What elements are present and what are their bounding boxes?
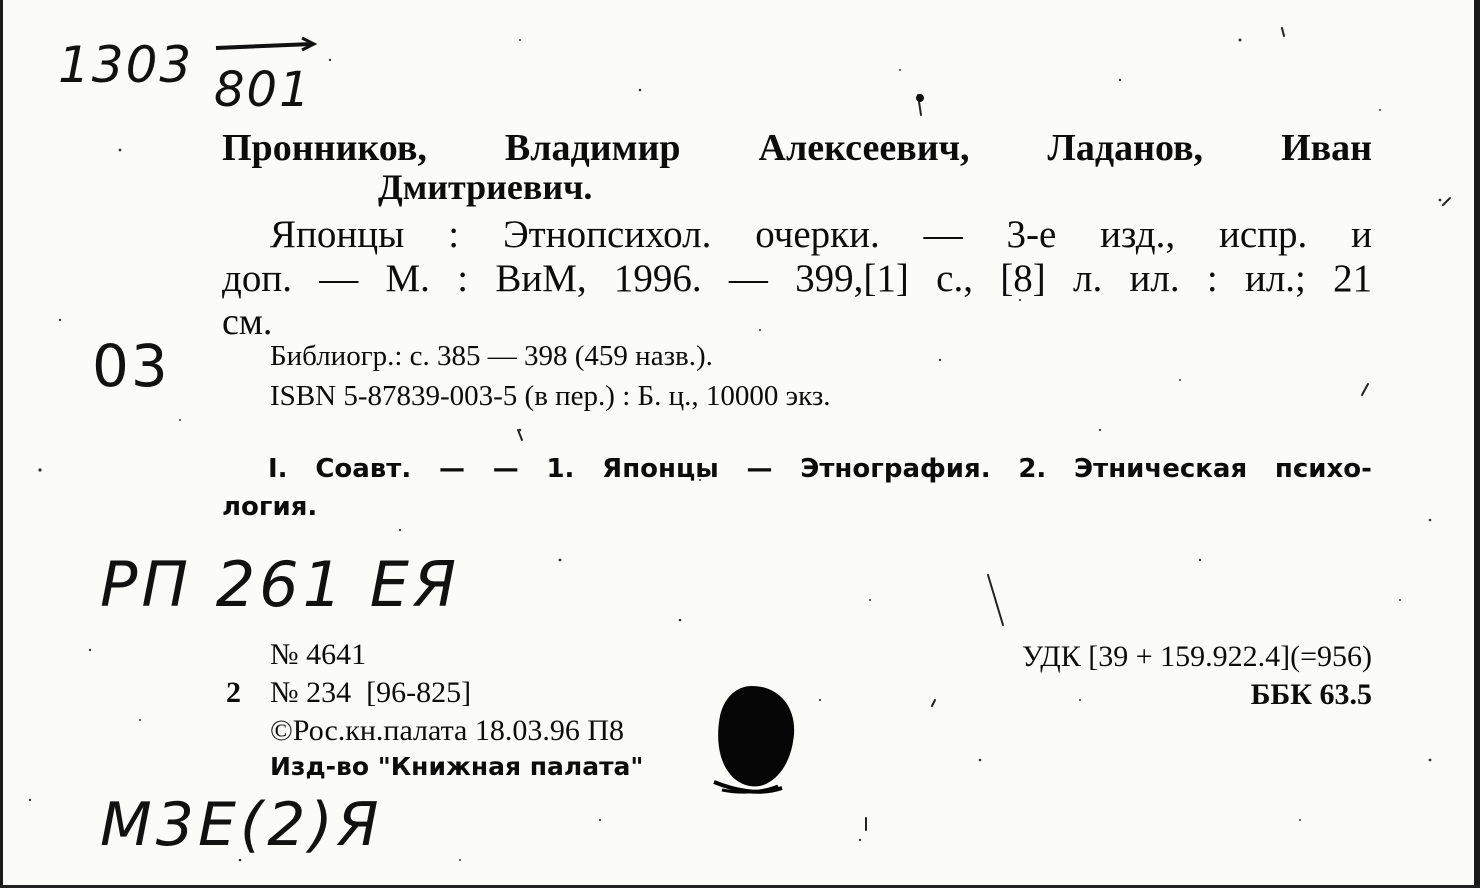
handwritten-code-2-text: М3Е(2)Я <box>100 790 383 860</box>
subjects-line-2: логия. <box>222 492 318 522</box>
title-word: 1996. <box>613 257 702 300</box>
subject-word: — <box>438 454 465 484</box>
title-word: и <box>1351 213 1373 256</box>
title-word: — <box>319 257 359 300</box>
title-word: с., <box>936 257 973 300</box>
authors-line-1 <box>222 126 1372 170</box>
handwritten-denominator-text: 801 <box>214 62 312 118</box>
title-word: доп. <box>222 257 292 300</box>
title-word: — <box>923 213 963 256</box>
subject-word: — <box>746 454 773 484</box>
subject-word: Соавт. <box>315 454 412 484</box>
handwritten-code-2 <box>100 790 383 860</box>
title-word: очерки. <box>755 213 880 256</box>
title-word: изд., <box>1100 213 1176 256</box>
title-word: Этнопсихол. <box>502 213 712 256</box>
subject-word: психо- <box>1274 454 1372 484</box>
copyright-line: ©Рос.кн.палата 18.03.96 П8 <box>270 714 625 747</box>
subject-word: Этническая <box>1074 454 1248 484</box>
title-word: ил.; <box>1244 257 1306 300</box>
author-word: Ладанов, <box>1047 127 1204 169</box>
title-word: л. <box>1073 257 1103 300</box>
bbk-classification: ББК 63.5 <box>1250 678 1372 711</box>
udk-classification: УДК [39 + 159.922.4](=956) <box>1022 640 1372 673</box>
title-line-2 <box>222 256 1372 301</box>
author-word: Владимир <box>504 127 681 169</box>
publisher-line: Изд-во "Книжная палата" <box>270 752 644 781</box>
subject-word: 1. <box>546 454 575 484</box>
handwritten-code-1 <box>100 548 460 621</box>
record-number-2: № 234 [96-825] <box>270 676 472 709</box>
subjects-line-1 <box>268 454 1372 484</box>
title-word: — <box>728 257 768 300</box>
title-word: 21 <box>1333 257 1373 300</box>
title-word: испр. <box>1218 213 1308 256</box>
authors-line-2: Дмитриевич. <box>378 167 593 207</box>
handwritten-left-mark-text: 03 <box>92 332 170 400</box>
subject-word: Этнография. <box>800 454 991 484</box>
title-word: : <box>448 213 460 256</box>
author-word: Алексеевич, <box>758 127 970 169</box>
bibliography-note: Библиогр.: с. 385 — 398 (459 назв.). <box>270 340 713 372</box>
handwritten-top-number: 1303 <box>58 36 194 94</box>
title-word: 3-е <box>1006 213 1057 256</box>
title-word: 399,[1] <box>795 257 909 300</box>
title-word: : <box>457 257 469 300</box>
title-line-3: см. <box>222 301 273 343</box>
handwritten-fraction-denominator <box>214 62 312 118</box>
isbn-note: ISBN 5-87839-003-5 (в пер.) : Б. ц., 10000 экз. <box>270 380 831 412</box>
handwritten-code-1-text: РП 261 ЕЯ <box>100 548 461 621</box>
record-prefix-2: 2 <box>226 676 241 709</box>
author-word: Иван <box>1281 127 1373 169</box>
title-word: ВиМ, <box>495 257 587 300</box>
record-number-1: № 4641 <box>270 638 367 671</box>
subject-word: I. <box>268 454 288 484</box>
title-word: ил. <box>1129 257 1180 300</box>
author-word: Пронников, <box>222 127 427 169</box>
handwritten-fraction-bar <box>214 36 320 56</box>
ink-blot <box>712 684 796 794</box>
title-word: Японцы <box>270 213 405 256</box>
title-word: [8] <box>1000 257 1046 300</box>
subject-word: Японцы <box>602 454 719 484</box>
title-word: М. <box>385 257 430 300</box>
subject-word: 2. <box>1018 454 1047 484</box>
subject-word: — <box>492 454 519 484</box>
handwritten-call-number <box>58 36 193 94</box>
title-line-1 <box>270 212 1372 257</box>
title-word: : <box>1206 257 1218 300</box>
handwritten-left-mark <box>92 332 170 400</box>
